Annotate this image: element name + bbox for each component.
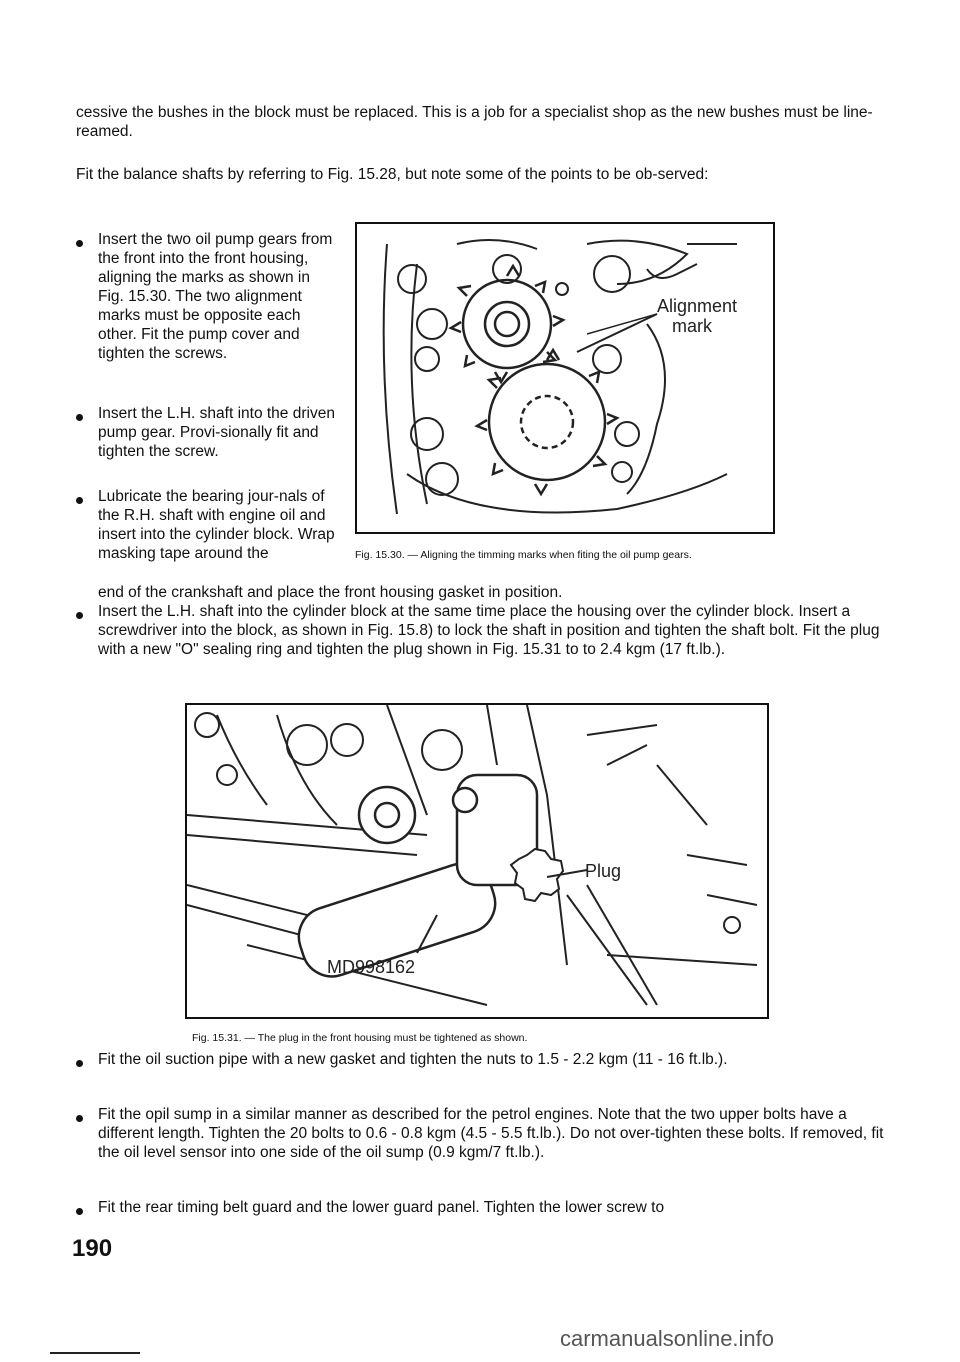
figure-caption-15-31: Fig. 15.31. — The plug in the front housing must be tightened as shown.	[192, 1031, 528, 1044]
bullet-dot	[76, 612, 83, 619]
plug-label: Plug	[585, 861, 622, 881]
bullet-dot	[76, 414, 83, 421]
bullet-dot	[76, 1115, 83, 1122]
footer-watermark: carmanualsonline.info	[560, 1326, 775, 1351]
figure-caption-15-30: Fig. 15.30. — Aligning the timming marks when fiting the oil pump gears.	[355, 548, 692, 561]
bullet-rear-timing-belt: Fit the rear timing belt guard and the lower guard panel. Tighten the lower screw to	[98, 1199, 665, 1216]
alignment-mark-label-1: Alignment	[657, 296, 738, 316]
front-housing-plug-illustration	[187, 705, 767, 1017]
bullet-insert-lh-shaft: Insert the L.H. shaft into the driven pump gear. Provi-sionally fit and tighten the screw.	[98, 405, 335, 460]
bullet-insert-gears: Insert the two oil pump gears from the front into the front housing, aligning the marks as shown in Fig. 15.30. The two alignment marks must be opposite each other. Fit the pump cover and tighten the screws.	[98, 231, 333, 362]
bullet-insert-lh-shaft-block: Insert the L.H. shaft into the cylinder block at the same time place the housing over the cylinder block. Insert a screwdriver into the block, as shown in Fig. 15.8) to lock the shaft in position and tighten the shaft bolt. Fit the plug with a new "O" sealing ring and tighten the plug shown in Fig. 15.31 to to 2.4 kgm (17 ft.lb.).	[98, 603, 880, 658]
footer-rule	[50, 1352, 140, 1354]
bullet-dot	[76, 1208, 83, 1215]
alignment-mark-label-2: mark	[672, 316, 712, 336]
page-number: 190	[72, 1235, 113, 1262]
tool-number-label: MD998162	[327, 957, 416, 977]
bullet-oil-sump: Fit the opil sump in a similar manner as described for the petrol engines. Note that the two upper bolts have a different length. Tighten the 20 bolts to 0.6 - 0.8 kgm (4.5 - 5.5 ft.lb.). Do not over-tighten these bolts. If removed, fit the oil level sensor into one side of the oil sump (0.9 kgm/7 ft.lb.).	[98, 1106, 884, 1161]
bullet-lubricate-continued: end of the crankshaft and place the front housing gasket in position.	[98, 584, 563, 601]
bullet-dot	[76, 240, 83, 247]
bullet-oil-suction-pipe: Fit the oil suction pipe with a new gasket and tighten the nuts to 1.5 - 2.2 kgm (11 - 16 ft.lb.).	[98, 1051, 728, 1068]
bullet-dot	[76, 1060, 83, 1067]
bullet-lubricate: Lubricate the bearing jour-nals of the R.H. shaft with engine oil and insert into the cylinder block. Wrap masking tape around the	[98, 488, 335, 562]
bullet-dot	[76, 497, 83, 504]
figure-front-housing-plug	[185, 703, 769, 1019]
figure-oil-pump-gears	[355, 222, 775, 534]
intro-paragraph-1: cessive the bushes in the block must be replaced. This is a job for a specialist shop as the new bushes must be line-reamed.	[76, 104, 873, 140]
oil-pump-gears-illustration	[357, 224, 773, 532]
intro-paragraph-2: Fit the balance shafts by referring to Fig. 15.28, but note some of the points to be ob-served:	[76, 166, 709, 183]
